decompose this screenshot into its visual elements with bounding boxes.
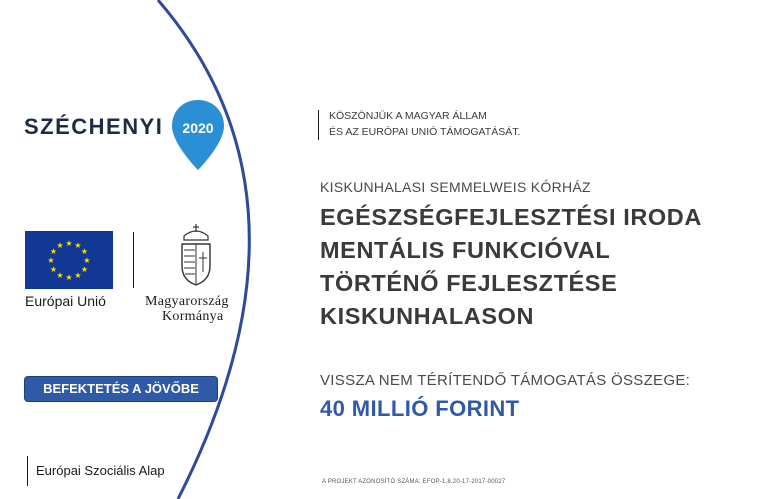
thanks-divider <box>318 110 319 140</box>
svg-text:★: ★ <box>80 247 89 256</box>
fund-divider <box>27 456 28 486</box>
eu-flag-icon <box>25 231 113 289</box>
svg-text:★: ★ <box>56 241 64 250</box>
eu-label: Európai Unió <box>25 293 106 309</box>
svg-text:★: ★ <box>74 241 82 250</box>
thanks-line1: KÖSZÖNJÜK A MAGYAR ÁLLAM <box>329 110 487 122</box>
investing-future-badge: BEFEKTETÉS A JÖVŐBE <box>25 377 217 401</box>
svg-text:★: ★ <box>83 256 91 265</box>
svg-text:★: ★ <box>47 256 55 265</box>
svg-text:★: ★ <box>65 239 73 248</box>
fund-label: Európai Szociális Alap <box>36 463 165 478</box>
coat-of-arms-icon <box>176 222 216 288</box>
szechenyi-year: 2020 <box>182 120 214 136</box>
project-title-line: MENTÁLIS FUNKCIÓVAL <box>320 237 611 263</box>
support-amount: 40 MILLIÓ FORINT <box>320 396 520 421</box>
project-id: A PROJEKT AZONOSÍTÓ SZÁMA: EFOP-1.8.20-17-2017-00027 <box>322 479 506 485</box>
eu-stars <box>25 231 113 289</box>
svg-text:★: ★ <box>80 265 89 274</box>
thanks-line2: ÉS AZ EURÓPAI UNIÓ TÁMOGATÁSÁT. <box>329 126 521 138</box>
svg-text:★: ★ <box>49 247 58 256</box>
government-line2: Kormánya <box>162 309 224 324</box>
project-title-line: KISKUNHALASON <box>320 303 535 329</box>
logo-divider <box>133 232 134 288</box>
svg-text:★: ★ <box>74 271 82 280</box>
svg-text:★: ★ <box>49 265 58 274</box>
svg-text:★: ★ <box>56 271 64 280</box>
government-line1: Magyarország <box>145 294 229 309</box>
project-title-line: TÖRTÉNŐ FEJLESZTÉSE <box>320 270 618 296</box>
beneficiary-name: KISKUNHALASI SEMMELWEIS KÓRHÁZ <box>320 179 591 195</box>
support-label: VISSZA NEM TÉRÍTENDŐ TÁMOGATÁS ÖSSZEGE: <box>320 372 691 389</box>
svg-text:★: ★ <box>65 273 73 282</box>
szechenyi-logo-text: SZÉCHENYI <box>24 114 164 139</box>
project-title-line: EGÉSZSÉGFEJLESZTÉSI IRODA <box>320 204 702 230</box>
location-pin-icon <box>170 98 226 172</box>
